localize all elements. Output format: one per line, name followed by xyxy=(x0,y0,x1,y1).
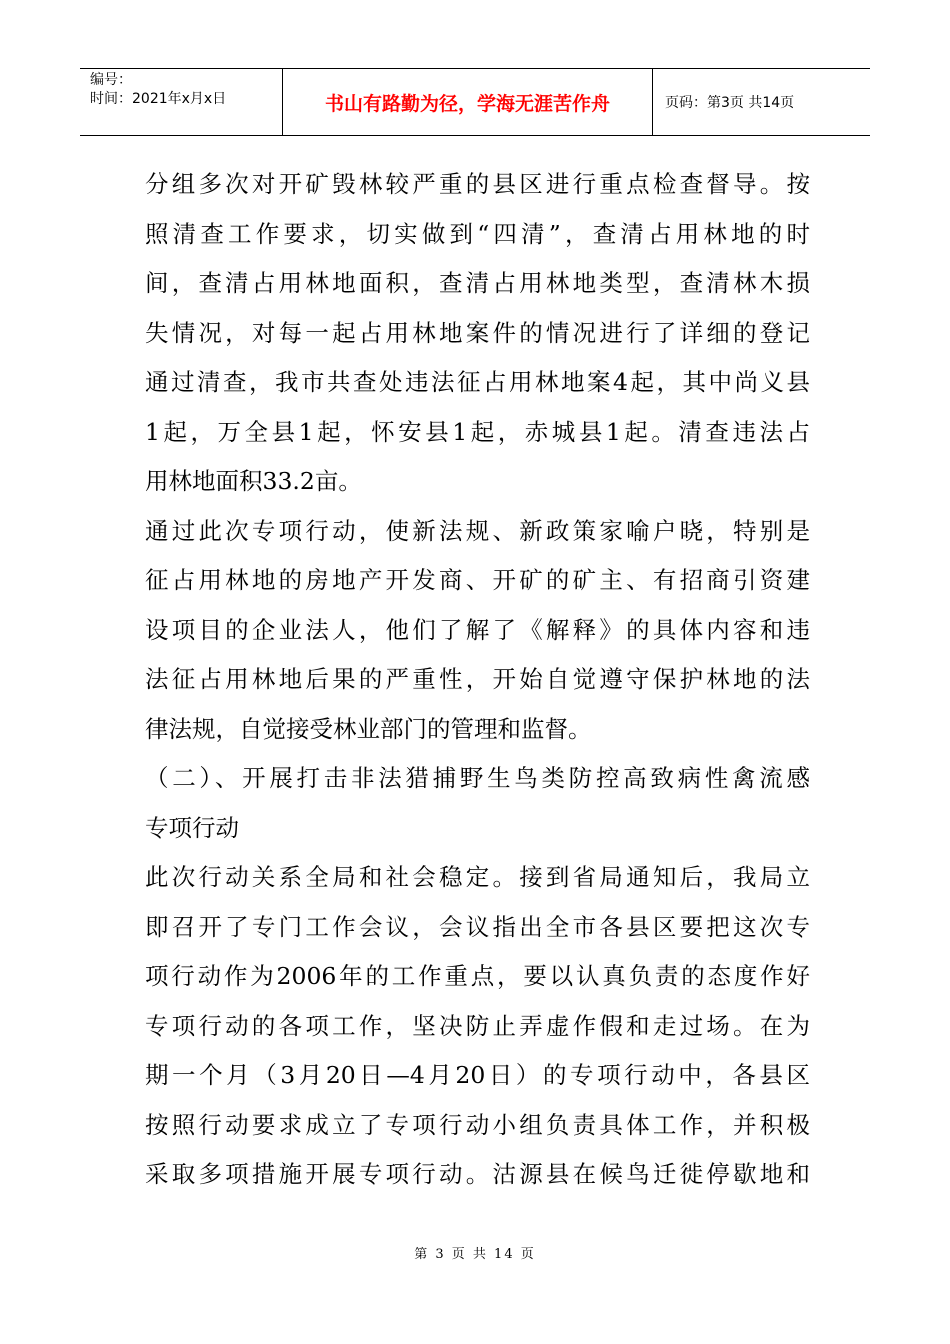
body-line: 分组多次对开矿毁林较严重的县区进行重点检查督导。按 xyxy=(145,170,810,198)
body-line: 法征占用林地后果的严重性，开始自觉遵守保护林地的法 xyxy=(145,665,810,693)
page-footer: 第 3 页 共 14 页 xyxy=(414,1247,536,1262)
body-line: 通过清查，我市共查处违法征占用林地案4起，其中尚义县 xyxy=(145,368,810,396)
body-line: 采取多项措施开展专项行动。沽源县在候鸟迁徙停歇地和 xyxy=(145,1160,810,1188)
body-line: 用林地面积33.2亩。 xyxy=(145,467,362,495)
document-date: 时间：2021年x月x日 xyxy=(90,91,227,107)
body-line: 此次行动关系全局和社会稳定。接到省局通知后，我局立 xyxy=(145,863,810,891)
header-motto: 书山有路勤为径，学海无涯苦作舟 xyxy=(324,92,610,115)
body-line: 1起，万全县1起，怀安县1起，赤城县1起。清查违法占 xyxy=(145,417,810,446)
body-line: 征占用林地的房地产开发商、开矿的矿主、有招商引资建 xyxy=(145,566,810,594)
section-heading-line: （二）、开展打击非法猎捕野生鸟类防控高致病性禽流感 xyxy=(145,764,810,792)
body-line: 专项行动的各项工作，坚决防止弄虚作假和走过场。在为 xyxy=(145,1011,810,1040)
page-header xyxy=(80,68,870,136)
document-number-label: 编号： xyxy=(90,72,132,88)
body-line: 间，查清占用林地面积，查清占用林地类型，查清林木损 xyxy=(145,269,810,297)
body-line: 通过此次专项行动，使新法规、新政策家喻户晓，特别是 xyxy=(145,516,810,545)
document-body xyxy=(145,160,810,1200)
body-line: 设项目的企业法人，他们了解了《解释》的具体内容和违 xyxy=(145,615,810,644)
section-heading-line: 专项行动 xyxy=(145,813,239,842)
body-line: 失情况，对每一起占用林地案件的情况进行了详细的登记 xyxy=(145,318,810,347)
body-line: 照清查工作要求，切实做到“四清”，查清占用林地的时 xyxy=(145,219,810,248)
body-line: 按照行动要求成立了专项行动小组负责具体工作，并积极 xyxy=(145,1110,810,1139)
body-line: 项行动作为2006年的工作重点，要以认真负责的态度作好 xyxy=(145,962,810,990)
header-meta xyxy=(80,69,282,135)
body-line: 期一个月（3月20日—4月20日）的专项行动中，各县区 xyxy=(145,1061,810,1089)
header-page-info: 页码：第3页 共14页 xyxy=(665,95,795,111)
body-line: 即召开了专门工作会议，会议指出全市各县区要把这次专 xyxy=(145,912,810,941)
body-line: 律法规，自觉接受林业部门的管理和监督。 xyxy=(145,714,592,743)
